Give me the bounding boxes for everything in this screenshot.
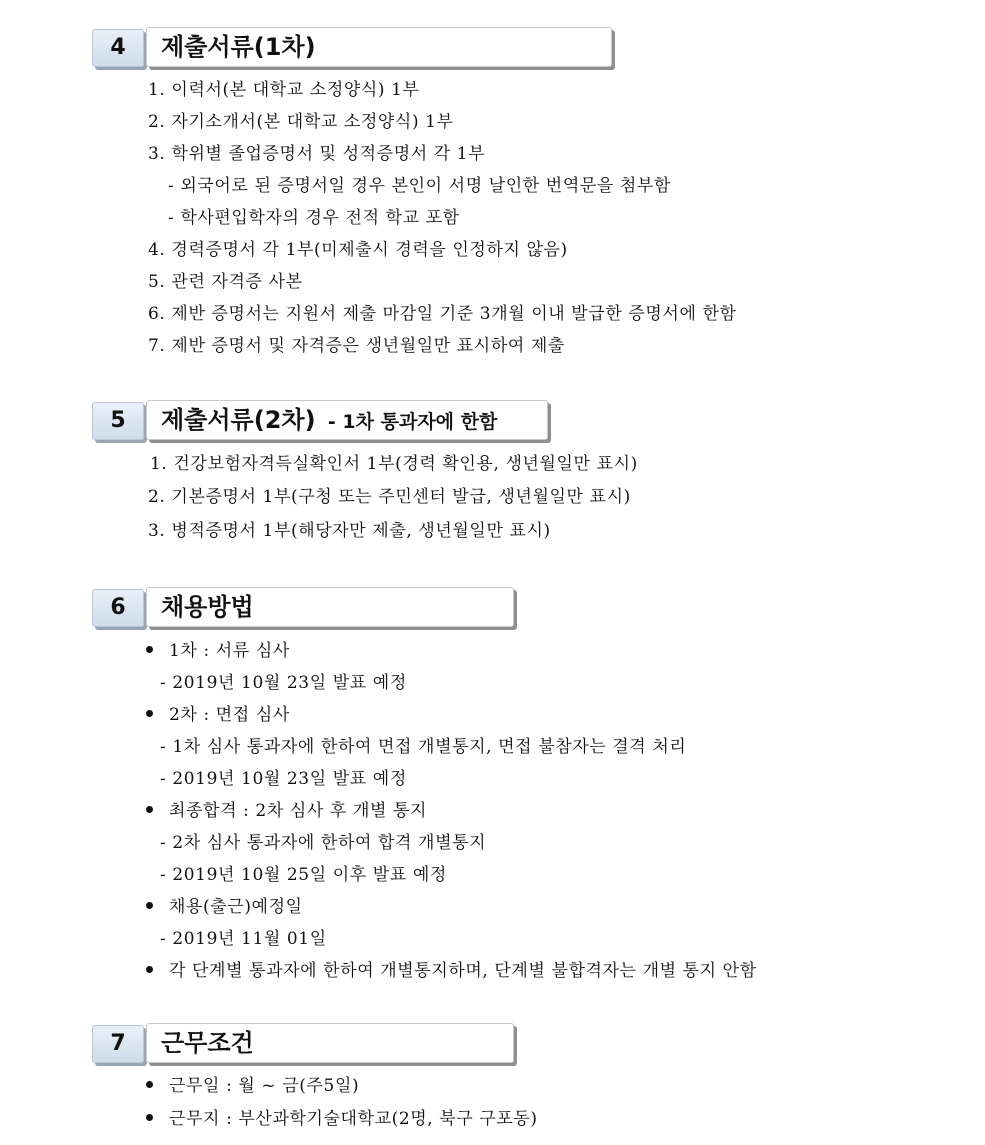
list-subitem: - 학사편입학자의 경우 전적 학교 포함 [168,208,460,228]
bullet-item: 1차 : 서류 심사 [146,639,290,663]
section-title [146,27,612,67]
list-subitem: - 2019년 10월 25일 이후 발표 예정 [160,865,447,885]
bullet-item: 각 단계별 통과자에 한하여 개별통지하며, 단계별 불합격자는 개별 통지 안함 [146,959,757,983]
section-title [146,1023,514,1063]
section-number: 7 [92,1025,144,1063]
bullet-item: 채용(출근)예정일 [146,895,303,919]
section-title-text: 채용방법 [161,593,254,621]
bullet-item: 근무지 : 부산과학기술대학교(2명, 북구 구포동) [146,1107,538,1131]
list-item: 3. 학위별 졸업증명서 및 성적증명서 각 1부 [148,144,486,164]
section-number: 4 [92,29,144,67]
section-title [146,587,514,627]
section-subtitle: - 1차 통과자에 한함 [327,411,498,433]
section-title-text: 제출서류(2차) [161,406,316,434]
list-subitem: - 1차 심사 통과자에 한하여 면접 개별통지, 면접 불참자는 결격 처리 [160,737,687,757]
list-item: 7. 제반 증명서 및 자격증은 생년월일만 표시하여 제출 [148,336,565,356]
list-item: 3. 병적증명서 1부(해당자만 제출, 생년월일만 표시) [148,521,551,541]
section-title [146,400,548,440]
bullet-item: 최종합격 : 2차 심사 후 개별 통지 [146,799,427,823]
list-item: 1. 건강보험자격득실확인서 1부(경력 확인용, 생년월일만 표시) [150,454,638,474]
section-title-text: 제출서류(1차) [161,33,316,61]
section-number: 6 [92,589,144,627]
list-subitem: - 2019년 11월 01일 [160,929,327,949]
list-item: 4. 경력증명서 각 1부(미제출시 경력을 인정하지 않음) [148,240,568,260]
list-item: 1. 이력서(본 대학교 소정양식) 1부 [148,80,420,100]
list-item: 2. 자기소개서(본 대학교 소정양식) 1부 [148,112,454,132]
list-subitem: - 2019년 10월 23일 발표 예정 [160,673,407,693]
bullet-item: 2차 : 면접 심사 [146,703,290,727]
list-subitem: - 2차 심사 통과자에 한하여 합격 개별통지 [160,833,487,853]
list-item: 6. 제반 증명서는 지원서 제출 마감일 기준 3개월 이내 발급한 증명서에 한함 [148,304,737,324]
list-subitem: - 외국어로 된 증명서일 경우 본인이 서명 날인한 번역문을 첨부함 [168,176,671,196]
section-number: 5 [92,402,144,440]
list-item: 2. 기본증명서 1부(구청 또는 주민센터 발급, 생년월일만 표시) [148,487,631,507]
section-title-text: 근무조건 [161,1029,254,1057]
list-item: 5. 관련 자격증 사본 [148,272,303,292]
bullet-item: 근무일 : 월 ~ 금(주5일) [146,1074,359,1098]
list-subitem: - 2019년 10월 23일 발표 예정 [160,769,407,789]
